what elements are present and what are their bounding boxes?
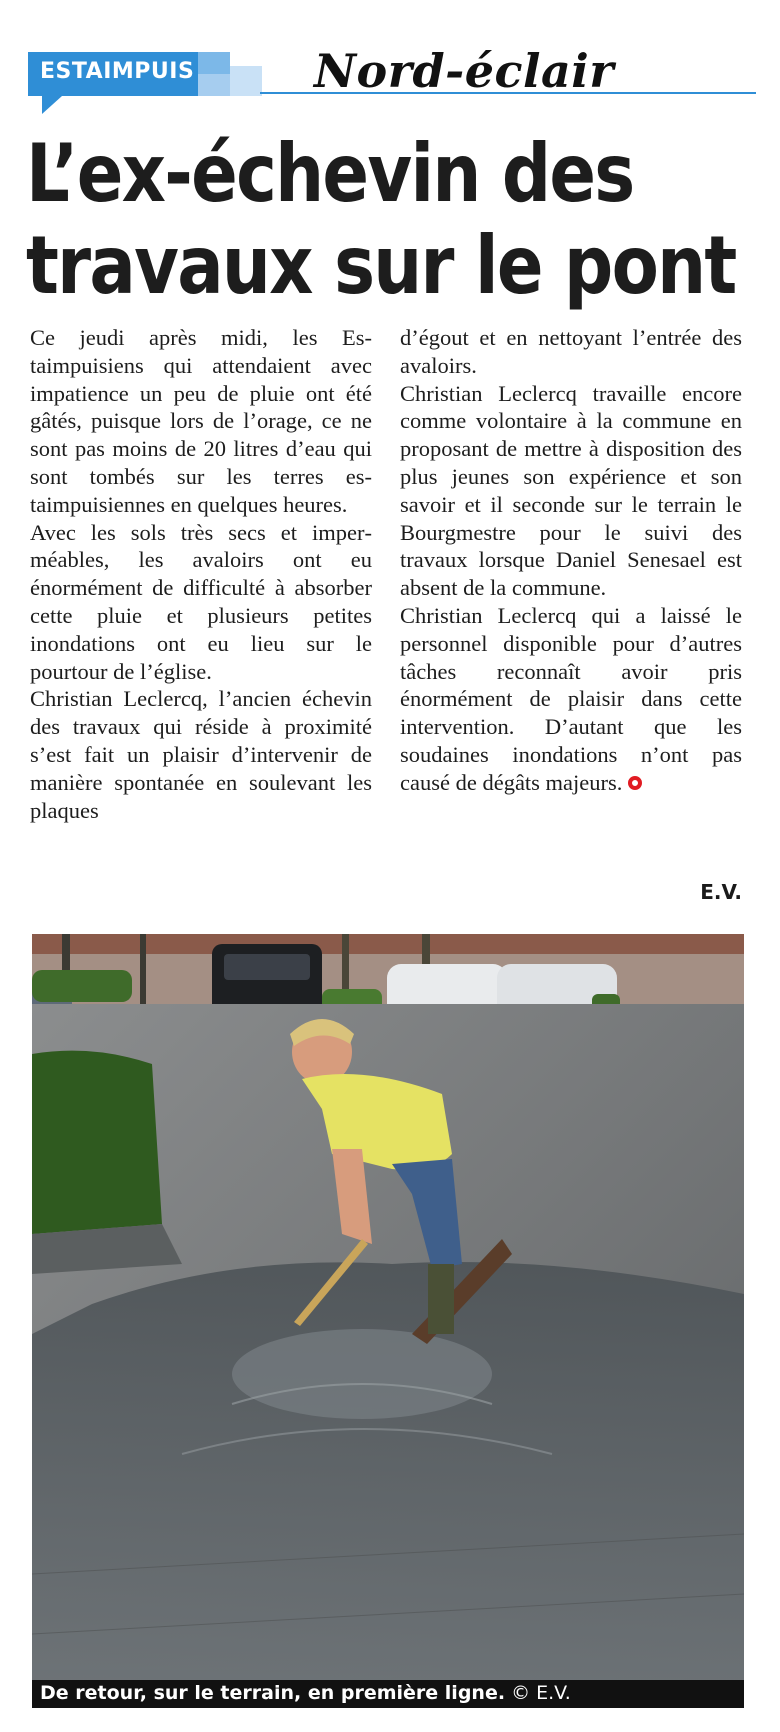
newspaper-masthead: Nord-éclair <box>314 44 614 98</box>
article-paragraph: Ce jeudi après midi, les Estaimpuisiens qui attendaient avec impatience un peu de pluie ont été gâtés, puisque lors de l’orage, ce ne sont pas moins de 20 litres d’eau qui sont tombés sur les terres estaimpuisiennes en quelques heures. <box>30 325 372 517</box>
end-of-article-icon <box>628 776 642 790</box>
rubric-decor-square <box>198 52 230 74</box>
article-paragraph-final <box>400 602 742 797</box>
article-paragraph-text: Christian Leclercq qui a laissé le personnel disponible pour d’autres tâches reconnaît avoir pris énormément de plaisir dans cette intervention. D’autant que les soudaines inondations n’ont pas causé de dégâts majeurs. <box>400 602 742 795</box>
headline-line-2: travaux sur le pont <box>26 219 736 312</box>
rubric-decor-square <box>230 66 262 96</box>
article-paragraph: Christian Leclercq, l’ancien échevin des travaux qui réside à proximité s’est fait un plaisir d’intervenir de manière spontanée en soulevant les plaques <box>30 686 372 823</box>
article-paragraph: d’égout et en nettoyant l’entrée des avaloirs. <box>400 325 742 378</box>
section-rubric <box>28 52 264 96</box>
article-photo <box>32 934 744 1706</box>
photo-credit: © E.V. <box>511 1682 571 1704</box>
article-headline <box>26 127 736 312</box>
photo-illustration <box>32 934 744 1706</box>
article-byline: E.V. <box>700 880 742 904</box>
article-column-left <box>30 324 372 824</box>
article-paragraph: Christian Leclercq travaille encore comme volontaire à la commune en proposant de mettre à disposition des plus jeunes son expérience et son savoir et il seconde sur le terrain le Bourgmestre pour le suivi des travaux lorsque Daniel Senesael est absent de la commune. <box>400 380 742 601</box>
headline-line-1: L’ex-échevin des <box>26 127 634 220</box>
article-paragraph: Avec les sols très secs et imperméables, les avaloirs ont eu énormément de difficulté à absorber cette pluie et plusieurs petites inondations ont eu lieu sur le pourtour de l’église. <box>30 519 372 684</box>
caption-text: De retour, sur le terrain, en première ligne. <box>40 1682 506 1704</box>
rubric-label: ESTAIMPUIS <box>40 59 195 84</box>
article-column-right <box>400 324 742 797</box>
photo-caption <box>40 1682 571 1704</box>
rubric-decor-square <box>198 74 230 96</box>
rubric-pointer <box>42 96 62 114</box>
